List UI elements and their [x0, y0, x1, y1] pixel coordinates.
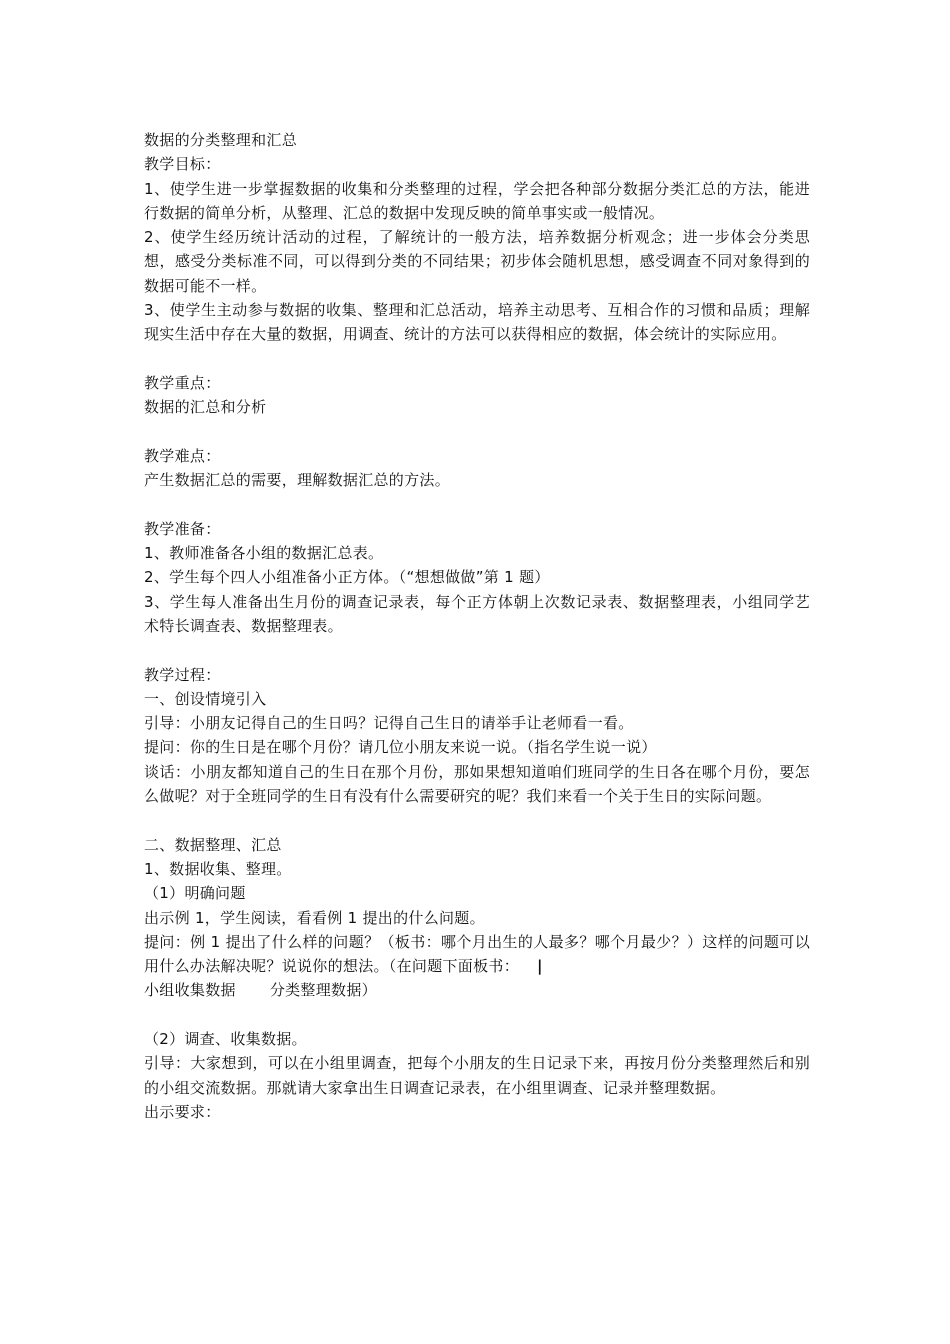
step-1-heading: 1、数据收集、整理。 — [144, 859, 292, 878]
section-2-heading: 二、数据整理、汇总 — [144, 835, 282, 854]
sub-step-1: （1）明确问题 — [144, 884, 246, 903]
preparation-item-1: 1、教师准备各小组的数据汇总表。 — [144, 544, 384, 563]
sub-step-2: （2）调查、收集数据。 — [144, 1029, 307, 1048]
show-example-paragraph: 出示例 1，学生阅读，看看例 1 提出的什么问题。 — [144, 908, 485, 927]
guide-paragraph-1: 引导：小朋友记得自己的生日吗？记得自己生日的请举手让老师看一看。 — [144, 714, 634, 733]
difficulty-heading: 教学难点： — [144, 446, 221, 465]
guide-paragraph-2: 引导：大家想到，可以在小组里调查，把每个小朋友的生日记录下来，再按月份分类整理然后和别的小组交流数据。那就请大家拿出生日调查记录表，在小组里调查、记录并整理数据。 — [144, 1054, 810, 1097]
question-paragraph-1: 提问：你的生日是在哪个月份？请几位小朋友来说一说。（指名学生说一说） — [144, 738, 657, 757]
section-1-heading: 一、创设情境引入 — [144, 689, 267, 708]
key-point-text: 数据的汇总和分析 — [144, 398, 267, 417]
key-point-heading: 教学重点： — [144, 373, 221, 392]
talk-paragraph: 谈话：小朋友都知道自己的生日在那个月份，那如果想知道咱们班同学的生日各在哪个月份，要怎么做呢？对于全班同学的生日有没有什么需要研究的呢？我们来看一个关于生日的实际问题。 — [144, 762, 810, 806]
preparation-heading: 教学准备： — [144, 519, 221, 538]
difficulty-text: 产生数据汇总的需要，理解数据汇总的方法。 — [144, 471, 451, 490]
goal-item-3: 3、使学生主动参与数据的收集、整理和汇总活动，培养主动思考、互相合作的习惯和品质；理解现实生活中存在大量的数据，用调查、统计的方法可以获得相应的数据，体会统计的实际应用。 — [144, 301, 810, 344]
goals-heading: 教学目标： — [144, 155, 221, 174]
document-body — [144, 128, 810, 1124]
preparation-item-3: 3、学生每人准备出生月份的调查记录表，每个正方体朝上次数记录表、数据整理表，小组同学艺术特长调查表、数据整理表。 — [144, 592, 810, 635]
board-text-sort: 分类整理数据） — [269, 981, 377, 1000]
process-heading: 教学过程： — [144, 665, 221, 684]
question-paragraph-2 — [144, 930, 810, 979]
board-bar-mark: | — [537, 957, 543, 976]
goal-item-1: 1、使学生进一步掌握数据的收集和分类整理的过程，学会把各种部分数据分类汇总的方法，能进行数据的简单分析，从整理、汇总的数据中发现反映的简单事实或一般情况。 — [144, 179, 810, 222]
question-2-text: 提问：例 1 提出了什么样的问题？（板书：哪个月出生的人最多？哪个月最少？）这样的问题可以用什么办法解决呢？说说你的想法。（在问题下面板书： — [144, 932, 810, 976]
board-writing-line — [144, 978, 810, 1002]
board-text-collect: 小组收集数据 — [144, 981, 236, 1000]
goal-item-2: 2、使学生经历统计活动的过程，了解统计的一般方法，培养数据分析观念；进一步体会分类思想，感受分类标准不同，可以得到分类的不同结果；初步体会随机思想，感受调查不同对象得到的数据可能不一样。 — [144, 228, 810, 295]
preparation-item-2: 2、学生每个四人小组准备小正方体。（“想想做做”第 1 题） — [144, 568, 550, 587]
show-requirements: 出示要求： — [144, 1102, 221, 1121]
document-title: 数据的分类整理和汇总 — [144, 131, 298, 149]
